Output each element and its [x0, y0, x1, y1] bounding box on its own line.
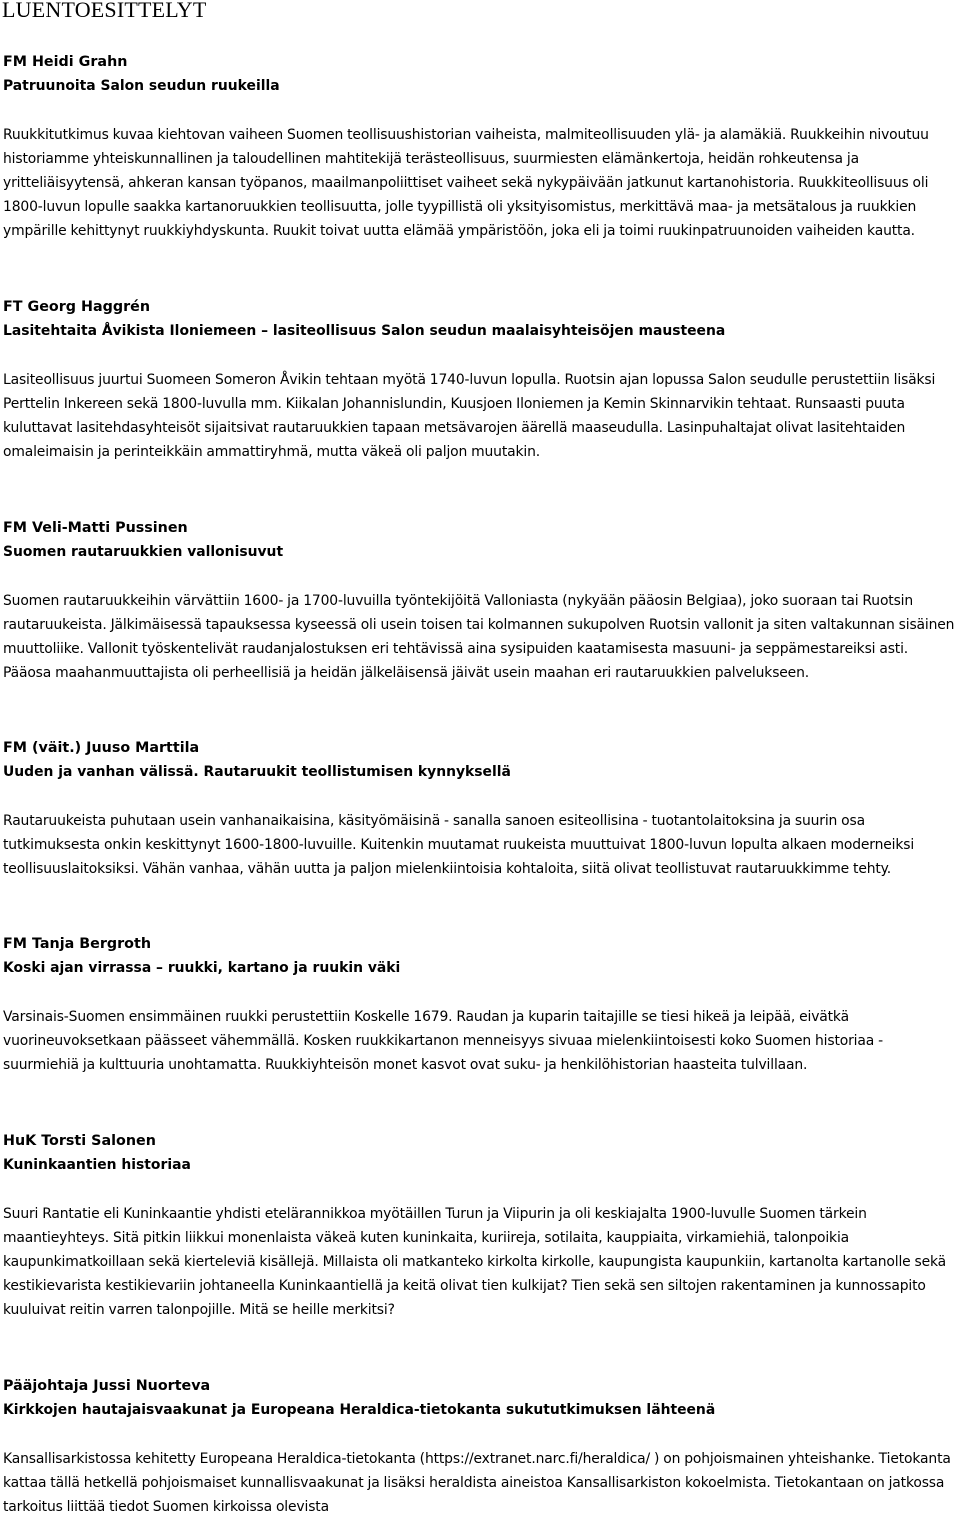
- lecture-title: Koski ajan virrassa – ruukki, kartano ja ruukin väki: [3, 960, 401, 977]
- lecture-title: Kuninkaantien historiaa: [3, 1157, 191, 1174]
- lecture-title: Patruunoita Salon seudun ruukeilla: [3, 78, 280, 95]
- lecture-speaker: FM (väit.) Juuso Marttila: [3, 740, 200, 756]
- lecture-abstract: Ruukkitutkimus kuvaa kiehtovan vaiheen Suomen teollisuushistorian vaiheista, malmiteollisuuden ylä- ja alamäkiä. Ruukkeihin nivoutuu historiamme yhteiskunnallinen ja taloudellinen mahtitekijä terästeollisuus, suurmiesten elämänkertoja, heidän rohkeutensa ja yritteliäisyytensä, ahkeran kansan työpanos, maailmanpoliittiset vaiheet sekä nykypäivään jatkunut kartanohistoria. Ruukkiteollisuus oli 1800-luvun lopulle saakka kartanoruukkien teollisuutta, jolle tyypillistä oli yksityisomistus, merkittävä maa- ja metsätalous ja ruukkien ympärille kehittynyt ruukkiyhdyskunta. Ruukit toivat uutta elämää ympäristöön, joka eli ja toimi ruukinpatruunoiden vaiheiden kautta.: [3, 126, 929, 240]
- lecture-speaker: HuK Torsti Salonen: [3, 1133, 156, 1149]
- lecture-title: Uuden ja vanhan välissä. Rautaruukit teollistumisen kynnyksellä: [3, 764, 511, 781]
- lecture-speaker: FM Heidi Grahn: [3, 54, 128, 70]
- lecture-title: Kirkkojen hautajaisvaakunat ja Europeana Heraldica-tietokanta sukututkimuksen lähteenä: [3, 1402, 716, 1419]
- lecture-speaker: Pääjohtaja Jussi Nuorteva: [3, 1378, 211, 1394]
- lecture-heidi-grahn: [3, 50, 958, 244]
- lecture-torsti-salonen: [3, 1129, 958, 1323]
- lecture-veli-matti-pussinen: [3, 516, 958, 685]
- page-title: LUENTOESITTELYT: [2, 0, 207, 22]
- lecture-title: Suomen rautaruukkien vallonisuvut: [3, 544, 284, 561]
- lecture-speaker: FM Tanja Bergroth: [3, 936, 151, 952]
- lecture-abstract: Kansallisarkistossa kehitetty Europeana Heraldica-tietokanta (https://extranet.narc.fi/heraldica/ ) on pohjoismainen yhteishanke. Tietokanta kattaa tällä hetkellä pohjoismaiset kunnallisvaakunat ja lisäksi heraldista aineistoa Kansallisarkiston kokoelmista. Tietokantaan on jatkossa tarkoitus liittää tiedot Suomen kirkoissa olevista: [3, 1450, 951, 1515]
- lecture-jussi-nuorteva: [3, 1374, 958, 1519]
- lecture-abstract: Suomen rautaruukkeihin värvättiin 1600- ja 1700-luvuilla työntekijöitä Valloniasta (nykyään pääosin Belgiaa), joko suoraan tai Ruotsin rautaruukeista. Jälkimäisessä tapauksessa kyseessä oli usein toisen tai kolmannen sukupolven Ruotsin vallonit ja siten valtakunnan sisäinen muuttoliike. Vallonit työskentelivät raudanjalostuksen eri tehtävissä aina sysipuiden kaatamisesta masuuni- ja seppämestareiksi asti. Pääosa maahanmuuttajista oli perheellisiä ja heidän jälkeläisensä jäivät usein maahan eri rautaruukkien palvelukseen.: [3, 592, 955, 682]
- lecture-title: Lasitehtaita Åvikista Iloniemeen – lasiteollisuus Salon seudun maalaisyhteisöjen mausteena: [3, 323, 726, 340]
- lecture-juuso-marttila: [3, 736, 958, 881]
- lecture-speaker: FM Veli-Matti Pussinen: [3, 520, 188, 536]
- lecture-georg-haggren: [3, 295, 958, 464]
- lecture-speaker: FT Georg Haggrén: [3, 299, 151, 315]
- lecture-abstract: Lasiteollisuus juurtui Suomeen Someron Åvikin tehtaan myötä 1740-luvun lopulla. Ruotsin ajan lopussa Salon seudulle perustettiin lisäksi Perttelin Inkereen sekä 1800-luvulla mm. Kiikalan Johannislundin, Kuusjoen Iloniemen ja Kemin Skinnarvikin tehtaat. Runsaasti puuta kuluttavat lasitehdasyhteisöt sijaitsivat rautaruukkien tapaan metsävarojen äärellä maaseudulla. Lasinpuhaltajat olivat lasitehtaiden omaleimaisin ja perinteikkäin ammattiryhmä, mutta väkeä oli paljon muutakin.: [3, 371, 936, 461]
- lecture-abstract: Varsinais-Suomen ensimmäinen ruukki perustettiin Koskelle 1679. Raudan ja kuparin taitajille se tiesi hikeä ja leipää, eivätkä vuorineuvoksetkaan päässeet vähemmällä. Kosken ruukkikartanon menneisyys sivuaa mielenkiintoisesti koko Suomen historiaa -suurmiehiä ja kulttuuria unohtamatta. Ruukkiyhteisön monet kasvot ovat suku- ja henkilöhistorian haasteita tulvillaan.: [3, 1008, 883, 1073]
- lecture-abstract: Rautaruukeista puhutaan usein vanhanaikaisina, käsityömäisinä - sanalla sanoen esiteollisina - tuotantolaitoksina ja suurin osa tutkimuksesta onkin keskittynyt 1600-1800-luvuille. Kuitenkin muutamat ruukeista muuttuivat 1800-luvun lopulta alkaen moderneiksi teollisuuslaitoksiksi. Vähän vanhaa, vähän uutta ja paljon mielenkiintoisia kohtaloita, siitä olivat teollistuvat rautaruukkimme tehty.: [3, 812, 915, 877]
- lecture-tanja-bergroth: [3, 932, 958, 1077]
- lecture-abstract: Suuri Rantatie eli Kuninkaantie yhdisti etelärannikkoa myötäillen Turun ja Viipurin ja oli keskiajalta 1900-luvulle Suomen tärkein maantieyhteys. Sitä pitkin liikkui monenlaista väkeä kuten kuninkaita, kuriireja, sotilaita, kauppiaita, virkamiehiä, talonpoikia kaupunkimatkoillaan sekä kierteleviä kisällejä. Millaista oli matkanteko kirkolta kirkolle, kaupungista kaupunkiin, kartanolta kartanolle sekä kestikievarista kestikievariin johtaneella Kuninkaantiellä ja keitä olivat tien kulkijat? Tien sekä sen siltojen rakentaminen ja kunnossapito kuuluivat reitin varren talonpojille. Mitä se heille merkitsi?: [3, 1205, 947, 1319]
